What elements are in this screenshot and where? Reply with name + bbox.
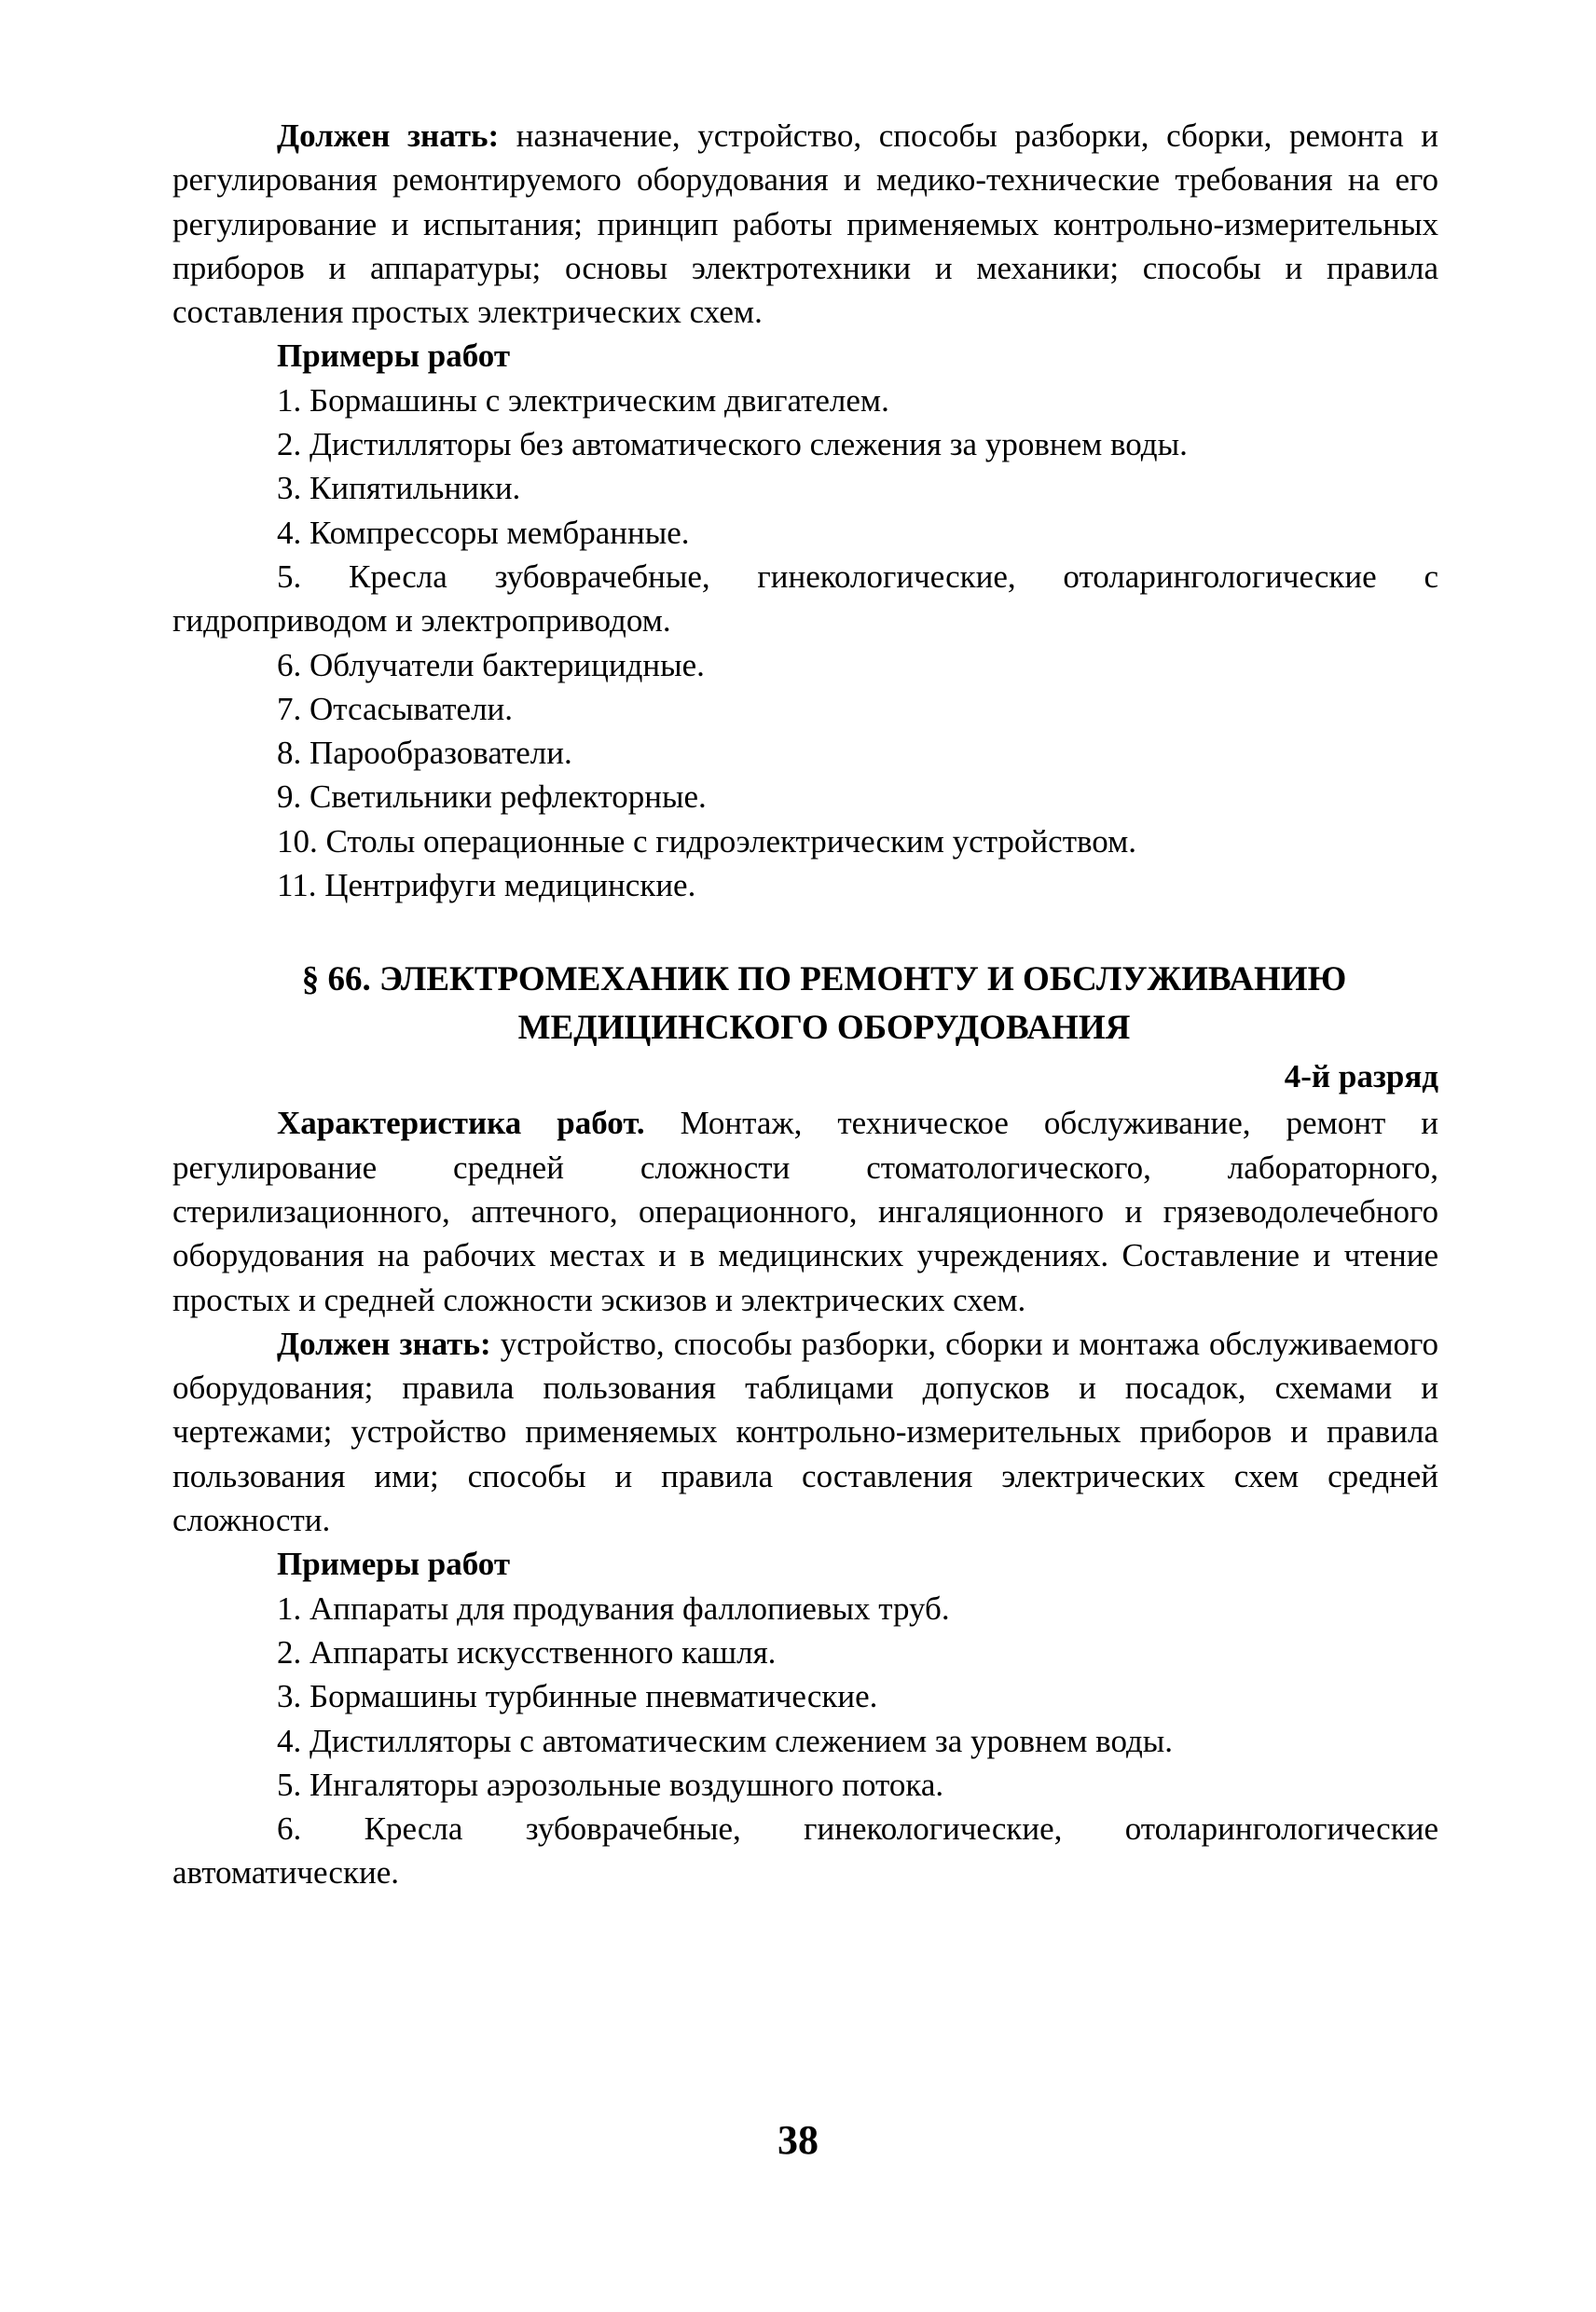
section-title-line-1: § 66. ЭЛЕКТРОМЕХАНИК ПО РЕМОНТУ И ОБСЛУЖИВАНИЮ — [301, 960, 1347, 999]
text-column — [172, 114, 1438, 1895]
must-know-lead: Должен знать: — [277, 117, 500, 154]
section-examples-list — [172, 1587, 1438, 1895]
characteristics-lead: Характеристика работ. — [277, 1105, 645, 1142]
section-title — [172, 956, 1438, 1053]
list-item: 1. Аппараты для продувания фаллопиевых труб. — [277, 1590, 950, 1627]
list-item: 6. Кресла зубоврачебные, гинекологические, отоларингологические автоматические. — [172, 1810, 1438, 1892]
page-number: 38 — [777, 2117, 819, 2163]
list-item: 2. Аппараты искусственного кашля. — [277, 1633, 777, 1671]
knowledge-paragraph — [172, 1322, 1438, 1542]
examples-list — [172, 378, 1438, 908]
must-know-paragraph — [172, 114, 1438, 334]
list-item: 4. Компрессоры мембранные. — [277, 514, 690, 551]
list-item: 4. Дистилляторы с автоматическим слежением за уровнем воды. — [277, 1722, 1174, 1759]
list-item: 5. Кресла зубоврачебные, гинекологические, отоларингологические с гидроприводом и электроприводом. — [172, 557, 1438, 640]
must-know-text: назначение, устройство, способы разборки, сборки, ремонта и регулирования ремонтируемого оборудования и медико-технические требования на его регулирование и испытания; принцип работы применяемых контрольно-измерительных приборов и аппаратуры; основы электротехники и механики; способы и правила составления простых электрических схем. — [172, 117, 1438, 331]
list-item: 11. Центрифуги медицинские. — [277, 867, 696, 904]
examples-heading: Примеры работ — [277, 337, 511, 375]
characteristics-paragraph — [172, 1101, 1438, 1321]
list-item: 7. Отсасыватели. — [277, 690, 514, 727]
list-item: 9. Светильники рефлекторные. — [277, 778, 707, 816]
list-item: 3. Кипятильники. — [277, 470, 521, 507]
list-item: 3. Бормашины турбинные пневматические. — [277, 1678, 878, 1715]
list-item: 10. Столы операционные с гидроэлектрическим устройством. — [277, 822, 1137, 860]
list-item: 5. Ингаляторы аэрозольные воздушного потока. — [277, 1766, 944, 1803]
section-examples-heading: Примеры работ — [277, 1546, 511, 1583]
section-title-line-2: МЕДИЦИНСКОГО ОБОРУДОВАНИЯ — [517, 1009, 1131, 1048]
list-item: 2. Дистилляторы без автоматического слежения за уровнем воды. — [277, 426, 1188, 463]
grade-label: 4-й разряд — [1284, 1058, 1438, 1095]
list-item: 6. Облучатели бактерицидные. — [277, 646, 705, 683]
list-item: 8. Парообразователи. — [277, 735, 572, 772]
knowledge-text: устройство, способы разборки, сборки и монтажа обслуживаемого оборудования; правила пользования таблицами допусков и посадок, схемами и чертежами; устройство применяемых контрольно-измерительных приборов и правила пользования ими; способы и правила составления электрических схем средней сложности. — [172, 1325, 1438, 1539]
list-item: 1. Бормашины с электрическим двигателем. — [277, 381, 889, 419]
characteristics-text: Монтаж, техническое обслуживание, ремонт и регулирование средней сложности стоматологического, лабораторного, стерилизационного, аптечного, операционного, ингаляционного и грязеводолечебного оборудования на рабочих местах и в медицинских учреждениях. Составление и чтение простых и средней сложности эскизов и электрических схем. — [172, 1105, 1438, 1318]
knowledge-lead: Должен знать: — [277, 1325, 491, 1362]
